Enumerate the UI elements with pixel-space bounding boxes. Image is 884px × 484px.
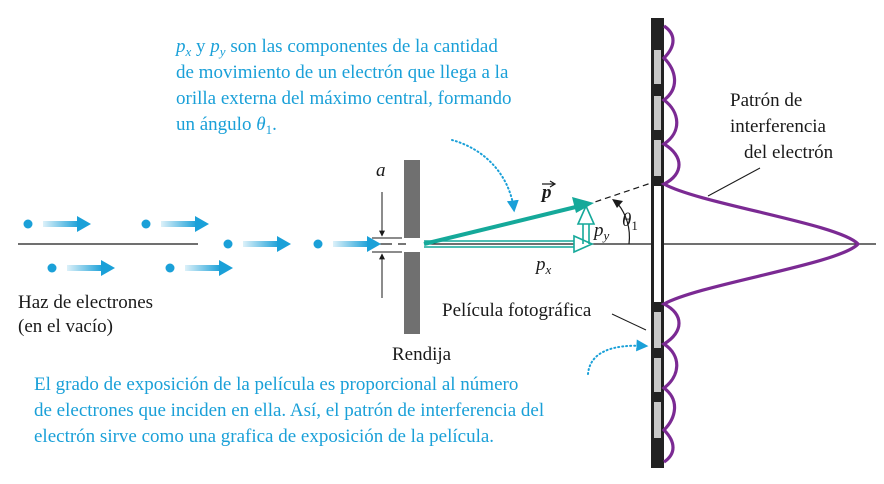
dotted-curved-arrow-icon	[452, 140, 514, 210]
px-label: $p_x$	[536, 254, 552, 277]
bottom-note-line-3: electrón sirve como una grafica de exposición de la película.	[34, 426, 495, 447]
top-note-line-4: un ángulo $\theta_1$.	[176, 114, 277, 137]
electron-dot-arrow-icon	[314, 236, 382, 252]
electron-dot-arrow-icon	[224, 236, 292, 252]
bottom-note-line-1: El grado de exposición de la película es proporcional al número	[34, 374, 519, 395]
electron-beam	[24, 216, 382, 276]
top-note-line-3: orilla externa del máximo central, formando	[176, 88, 512, 109]
electron-dot-arrow-icon	[166, 260, 234, 276]
py-label: $p_y$	[594, 220, 610, 243]
momentum-vector	[424, 204, 588, 244]
momentum-extension-line	[586, 180, 660, 205]
pattern-label-line-1: Patrón de	[730, 90, 803, 111]
bottom-note-line-2: de electrones que inciden en ella. Así, el patrón de interferencia del	[34, 400, 545, 421]
theta-arc-arrowhead	[612, 199, 623, 208]
pattern-label-line-3: del electrón	[744, 142, 834, 163]
pattern-label-pointer	[708, 168, 760, 196]
slit-label: Rendija	[392, 344, 452, 365]
film-label-pointer	[612, 314, 646, 330]
top-annotation	[174, 36, 512, 137]
electron-dot-arrow-icon	[24, 216, 92, 232]
top-note-line-1: $p_x$ y $p_y$ son las componentes de la cantidad	[176, 36, 498, 59]
momentum-arrowhead	[572, 197, 594, 213]
bottom-annotation	[34, 374, 544, 447]
beam-label-line-1: Haz de electrones	[18, 292, 154, 313]
beam-label-line-2: (en el vacío)	[18, 316, 113, 337]
electron-dot-arrow-icon	[48, 260, 116, 276]
momentum-label: p	[542, 182, 552, 203]
top-note-line-2: de movimiento de un electrón que llega a la	[176, 62, 509, 83]
dotted-curved-arrow-icon	[588, 346, 646, 374]
slit-barrier	[404, 160, 420, 334]
film-label: Película fotográfica	[442, 300, 592, 321]
theta-label: $\theta_1$	[622, 210, 638, 233]
slit-width-label: a	[376, 160, 386, 181]
photographic-film	[651, 18, 664, 468]
pattern-label-line-2: interferencia	[730, 116, 826, 137]
electron-dot-arrow-icon	[142, 216, 210, 232]
